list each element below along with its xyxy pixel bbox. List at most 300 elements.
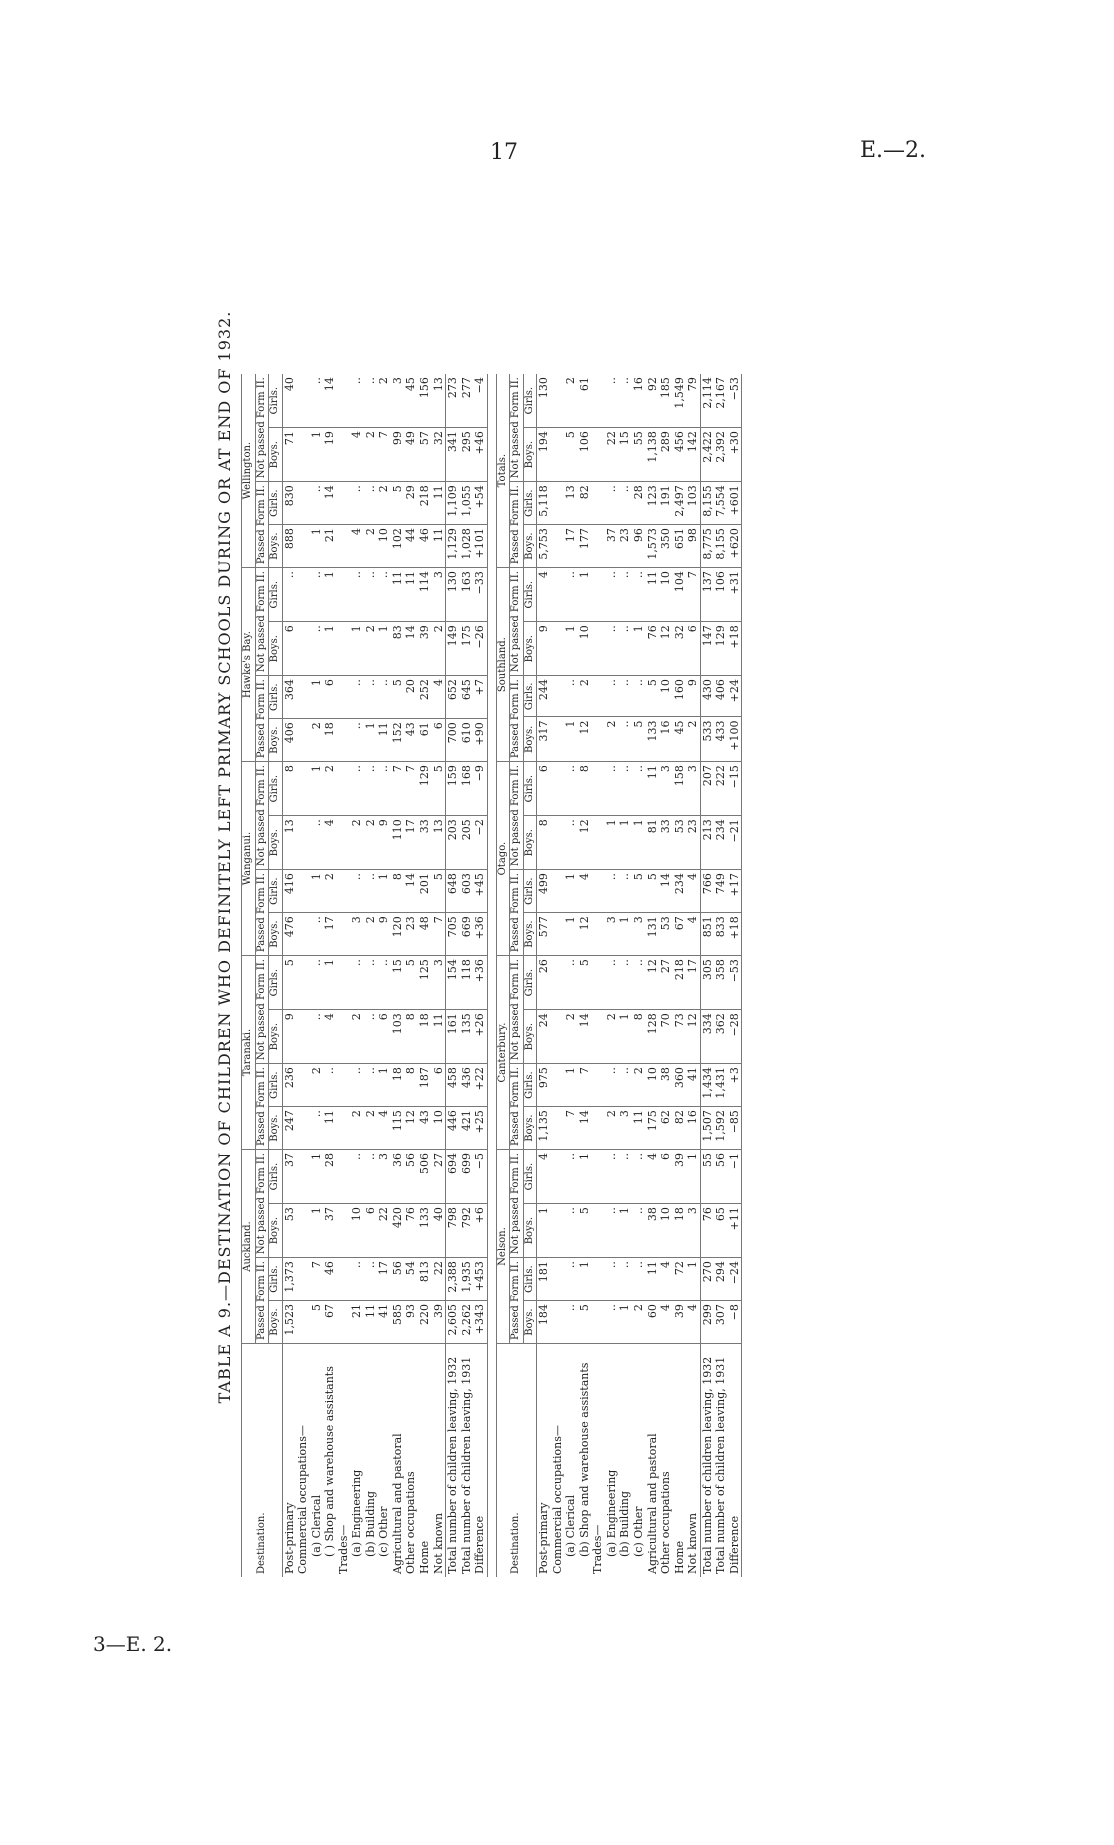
table-cell: 1: [618, 816, 632, 870]
table-row: [460, 374, 474, 1577]
table-cell: 81: [646, 816, 660, 870]
table-cell: 156: [418, 374, 432, 427]
region-header: Southland.: [496, 568, 510, 762]
table-cell: [551, 1150, 565, 1204]
table-cell: ..: [632, 676, 646, 717]
table-cell: 53: [659, 913, 673, 956]
table-cell: [296, 1301, 310, 1344]
table-cell: 56: [404, 1150, 418, 1204]
not-passed-header: Not passed Form II.: [255, 1150, 269, 1258]
table-cell: 2: [564, 374, 578, 427]
table-cell: 128: [646, 1010, 660, 1064]
table-cell: 102: [391, 525, 405, 568]
boys-header: Boys.: [523, 816, 537, 870]
row-label: Home: [672, 1540, 686, 1574]
table-cell: ..: [632, 1204, 646, 1258]
table-cell: 1: [564, 1064, 578, 1107]
table-row: [605, 374, 619, 1577]
table-cell: 5: [432, 762, 446, 816]
table-cell: 55: [632, 428, 646, 482]
table-cell: ..: [350, 568, 364, 622]
table-cell: [591, 676, 605, 717]
table-cell: 3: [686, 1204, 700, 1258]
table-cell: ..: [632, 568, 646, 622]
table-cell: 11: [323, 1107, 337, 1150]
table-cell: 2: [310, 1064, 324, 1107]
boys-header: Boys.: [269, 622, 283, 676]
table-cell: 21: [350, 1301, 364, 1344]
table-cell: 76: [646, 622, 660, 676]
table-cell: 7: [432, 913, 446, 956]
row-label: Other occupations: [404, 1471, 418, 1574]
table-cell: [337, 1010, 351, 1064]
table-cell: 32: [432, 428, 446, 482]
table-cell: [337, 525, 351, 568]
table-cell: ..: [350, 1064, 364, 1107]
table-cell: 160: [673, 676, 687, 717]
table-cell: 1: [618, 1010, 632, 1064]
table-cell: 123: [646, 482, 660, 525]
table-cell: ..: [564, 1301, 578, 1344]
table-cell: 8: [632, 1010, 646, 1064]
boys-header: Boys.: [269, 525, 283, 568]
table-cell: ..: [564, 816, 578, 870]
row-label: ( ) Shop and warehouse assistants: [323, 1366, 337, 1557]
table-cell: ..: [605, 482, 619, 525]
table-cell: 2,388: [446, 1258, 460, 1301]
table-cell: 700: [446, 719, 460, 762]
table-cell: 1: [618, 1204, 632, 1258]
table-cell: 5,118: [537, 482, 551, 525]
table-cell: 53: [673, 816, 687, 870]
table-cell: 26: [537, 956, 551, 1010]
table-cell: 798: [446, 1204, 460, 1258]
passed-header: Passed Form II.: [510, 870, 524, 956]
table-cell: 1,523: [282, 1301, 296, 1344]
table-cell: 56: [391, 1258, 405, 1301]
table-cell: 103: [686, 482, 700, 525]
table-cell: [337, 762, 351, 816]
table-cell: 433: [714, 717, 728, 762]
table-cell: ..: [282, 568, 296, 622]
table-cell: +25: [473, 1107, 487, 1150]
table-cell: 14: [404, 870, 418, 913]
table-cell: 14: [578, 1107, 592, 1150]
table-cell: 41: [377, 1301, 391, 1344]
table-cell: 10: [377, 525, 391, 568]
girls-header: Girls.: [523, 1064, 537, 1107]
table-cell: ..: [618, 956, 632, 1010]
table-cell: ..: [632, 1150, 646, 1204]
table-cell: 476: [282, 913, 296, 956]
table-cell: ..: [564, 568, 578, 622]
table-cell: [591, 1064, 605, 1107]
table-cell: 1: [310, 525, 324, 568]
table-cell: 11: [646, 568, 660, 622]
table-cell: 163: [460, 568, 474, 622]
table-cell: [337, 1064, 351, 1107]
table-cell: 2: [605, 717, 619, 762]
boys-header: Boys.: [269, 719, 283, 762]
not-passed-header: Not passed Form II.: [255, 956, 269, 1064]
table-cell: 8: [391, 870, 405, 913]
table-cell: 2: [364, 816, 378, 870]
table-cell: 2,392: [714, 428, 728, 482]
girls-header: Girls.: [523, 482, 537, 525]
table-cell: 21: [323, 525, 337, 568]
table-cell: 5: [632, 870, 646, 913]
table-cell: [337, 676, 351, 719]
table-cell: 2: [364, 622, 378, 676]
table-cell: 104: [673, 568, 687, 622]
table-cell: ..: [350, 762, 364, 816]
not-passed-header: Not passed Form II.: [255, 374, 269, 482]
table-row: [364, 374, 378, 1577]
not-passed-header: Not passed Form II.: [510, 956, 524, 1064]
table-cell: 334: [700, 1010, 714, 1064]
table-cell: 1: [310, 428, 324, 482]
table-cell: 3: [686, 762, 700, 816]
table-cell: 45: [404, 374, 418, 427]
table-cell: 18: [673, 1204, 687, 1258]
boys-header: Boys.: [269, 1107, 283, 1150]
table-cell: [296, 482, 310, 525]
not-passed-header: Not passed Form II.: [255, 762, 269, 870]
girls-header: Girls.: [523, 762, 537, 816]
table-cell: 1,592: [714, 1107, 728, 1150]
table-cell: 792: [460, 1204, 474, 1258]
table-cell: ..: [350, 956, 364, 1010]
table-cell: 28: [632, 482, 646, 525]
table-cell: 8: [404, 1010, 418, 1064]
girls-header: Girls.: [523, 956, 537, 1010]
table-cell: ..: [350, 1258, 364, 1301]
region-header: Nelson.: [496, 1150, 510, 1344]
passed-header: Passed Form II.: [510, 1064, 524, 1150]
table-cell: [551, 676, 565, 717]
table-cell: 252: [418, 676, 432, 719]
table-cell: +620: [728, 525, 742, 568]
row-label: Total number of children leaving, 1931: [459, 1356, 473, 1574]
table-cell: 295: [460, 428, 474, 482]
table-cell: 1: [323, 956, 337, 1010]
table-cell: 1,138: [646, 428, 660, 482]
table-cell: ..: [350, 482, 364, 525]
table-cell: [591, 568, 605, 622]
table-cell: [551, 913, 565, 956]
girls-header: Girls.: [523, 676, 537, 717]
table-cell: 406: [714, 676, 728, 717]
table-cell: [296, 719, 310, 762]
table-cell: ..: [310, 568, 324, 622]
table-cell: 1: [686, 1150, 700, 1204]
table-cell: ..: [310, 374, 324, 427]
table-cell: 699: [460, 1150, 474, 1204]
region-header: Otago.: [496, 762, 510, 956]
table-cell: 317: [537, 717, 551, 762]
table-cell: 79: [686, 374, 700, 427]
table-cell: 103: [391, 1010, 405, 1064]
table-cell: 9: [686, 676, 700, 717]
table-cell: [296, 428, 310, 482]
table-cell: 82: [673, 1107, 687, 1150]
not-passed-header: Not passed Form II.: [510, 374, 524, 482]
table-cell: 499: [537, 870, 551, 913]
data-table: [241, 374, 488, 1577]
table-cell: ..: [605, 1064, 619, 1107]
table-cell: −15: [728, 762, 742, 816]
table-cell: 13: [432, 374, 446, 427]
table-cell: 57: [418, 428, 432, 482]
table-row: [537, 374, 551, 1577]
table-cell: 203: [446, 816, 460, 870]
row-label: Not known: [431, 1512, 445, 1574]
table-cell: [551, 762, 565, 816]
table-cell: 39: [418, 622, 432, 676]
table-cell: [337, 1258, 351, 1301]
table-cell: 6: [537, 762, 551, 816]
table-cell: 33: [418, 816, 432, 870]
table-cell: 2: [364, 1107, 378, 1150]
table-cell: 5: [282, 956, 296, 1010]
table-cell: −9: [473, 762, 487, 816]
table-cell: [591, 428, 605, 482]
table-cell: 61: [418, 719, 432, 762]
table-cell: 648: [446, 870, 460, 913]
table-cell: 191: [659, 482, 673, 525]
table-cell: 8: [578, 762, 592, 816]
table-cell: 1: [578, 568, 592, 622]
table-cell: ..: [605, 762, 619, 816]
table-cell: 833: [714, 913, 728, 956]
table-cell: 213: [700, 816, 714, 870]
table-cell: 3: [618, 1107, 632, 1150]
table-cell: 651: [673, 525, 687, 568]
table-cell: [337, 482, 351, 525]
row-label: (a) Engineering: [350, 1469, 364, 1557]
table-cell: 23: [686, 816, 700, 870]
table-cell: [591, 870, 605, 913]
table-cell: ..: [350, 676, 364, 719]
table-cell: 705: [446, 913, 460, 956]
table-cell: 1: [632, 622, 646, 676]
girls-header: Girls.: [523, 374, 537, 427]
table-cell: [551, 956, 565, 1010]
table-cell: 185: [659, 374, 673, 427]
girls-header: Girls.: [269, 1258, 283, 1301]
table-cell: ..: [605, 568, 619, 622]
table-cell: −28: [728, 1010, 742, 1064]
row-label: Total number of children leaving, 1932: [446, 1344, 460, 1578]
destination-header: Destination.: [242, 1344, 283, 1578]
table-cell: 175: [460, 622, 474, 676]
table-cell: [296, 1107, 310, 1150]
table-cell: 129: [714, 622, 728, 676]
row-label: Not known: [686, 1512, 700, 1574]
table-cell: 55: [700, 1150, 714, 1204]
table-cell: 17: [686, 956, 700, 1010]
table-cell: ..: [618, 762, 632, 816]
table-cell: [296, 676, 310, 719]
table-cell: 11: [404, 568, 418, 622]
table-row: [473, 374, 487, 1577]
table-cell: +31: [728, 568, 742, 622]
table-cell: 2,262: [460, 1301, 474, 1344]
passed-header: Passed Form II.: [510, 482, 524, 568]
table-cell: [591, 956, 605, 1010]
table-cell: 420: [391, 1204, 405, 1258]
table-cell: 96: [632, 525, 646, 568]
table-cell: 8: [404, 1064, 418, 1107]
table-cell: 2: [377, 482, 391, 525]
table-cell: [591, 1301, 605, 1344]
table-cell: ..: [618, 568, 632, 622]
table-cell: 299: [700, 1301, 714, 1344]
table-cell: 177: [578, 525, 592, 568]
girls-header: Girls.: [269, 870, 283, 913]
table-cell: 421: [460, 1107, 474, 1150]
table-cell: 830: [282, 482, 296, 525]
table-cell: 1,028: [460, 525, 474, 568]
table-cell: 6: [364, 1204, 378, 1258]
not-passed-header: Not passed Form II.: [255, 568, 269, 676]
table-cell: 7: [377, 428, 391, 482]
table-cell: 12: [578, 816, 592, 870]
table-cell: 114: [418, 568, 432, 622]
row-label: Trades—: [591, 1524, 605, 1574]
page-number: 17: [490, 140, 518, 165]
table-cell: 43: [404, 719, 418, 762]
table-cell: 181: [537, 1258, 551, 1301]
table-cell: 1: [618, 913, 632, 956]
table-cell: 1: [364, 719, 378, 762]
table-cell: 6: [432, 1064, 446, 1107]
table-cell: 603: [460, 870, 474, 913]
table-cell: 3: [432, 956, 446, 1010]
table-cell: [296, 913, 310, 956]
table-cell: 851: [700, 913, 714, 956]
table-cell: [551, 870, 565, 913]
table-row: [310, 374, 324, 1577]
row-label: Home: [417, 1540, 431, 1574]
table-cell: 2,167: [714, 374, 728, 427]
table-cell: 234: [714, 816, 728, 870]
table-cell: 46: [323, 1258, 337, 1301]
table-cell: [337, 719, 351, 762]
table-cell: [551, 482, 565, 525]
table-cell: [591, 717, 605, 762]
table-cell: 12: [686, 1010, 700, 1064]
not-passed-header: Not passed Form II.: [510, 568, 524, 676]
table-cell: 7: [310, 1258, 324, 1301]
boys-header: Boys.: [269, 1204, 283, 1258]
table-cell: [337, 568, 351, 622]
table-cell: −1: [728, 1150, 742, 1204]
table-cell: 4: [578, 870, 592, 913]
table-cell: 76: [700, 1204, 714, 1258]
table-cell: 3: [605, 913, 619, 956]
table-cell: 2,605: [446, 1301, 460, 1344]
table-block-1: [241, 137, 488, 1577]
table-cell: 2: [564, 1010, 578, 1064]
table-cell: [591, 622, 605, 676]
girls-header: Girls.: [269, 374, 283, 427]
table-cell: [296, 1258, 310, 1301]
destination-header: Destination.: [496, 1344, 537, 1578]
table-cell: 5: [578, 1204, 592, 1258]
table-cell: 11: [377, 719, 391, 762]
table-cell: +36: [473, 913, 487, 956]
data-table: [496, 374, 743, 1577]
table-cell: −26: [473, 622, 487, 676]
table-cell: ..: [310, 482, 324, 525]
boys-header: Boys.: [269, 1010, 283, 1064]
table-cell: 12: [578, 717, 592, 762]
table-cell: 2: [350, 1107, 364, 1150]
table-cell: 60: [646, 1301, 660, 1344]
table-cell: +46: [473, 428, 487, 482]
table-cell: 40: [432, 1204, 446, 1258]
table-cell: 1: [350, 622, 364, 676]
table-cell: 129: [418, 762, 432, 816]
table-cell: 2: [364, 913, 378, 956]
table-cell: ..: [618, 374, 632, 427]
table-cell: 154: [446, 956, 460, 1010]
table-cell: +453: [473, 1258, 487, 1301]
table-cell: [591, 525, 605, 568]
boys-header: Boys.: [523, 428, 537, 482]
table-cell: 4: [686, 1301, 700, 1344]
table-cell: 133: [418, 1204, 432, 1258]
table-cell: ..: [632, 762, 646, 816]
table-cell: 5: [391, 676, 405, 719]
table-cell: 1,935: [460, 1258, 474, 1301]
table-cell: 2: [605, 1010, 619, 1064]
table-cell: [551, 816, 565, 870]
table-cell: 118: [460, 956, 474, 1010]
table-cell: +7: [473, 676, 487, 719]
table-cell: 14: [404, 622, 418, 676]
table-cell: [337, 622, 351, 676]
table-cell: [296, 568, 310, 622]
table-cell: 1,373: [282, 1258, 296, 1301]
table-cell: 4: [323, 1010, 337, 1064]
table-cell: 7: [564, 1107, 578, 1150]
table-cell: 1: [564, 870, 578, 913]
table-cell: ..: [310, 1010, 324, 1064]
table-cell: 187: [418, 1064, 432, 1107]
table-row: [578, 374, 592, 1577]
table-cell: 506: [418, 1150, 432, 1204]
table-row: [646, 374, 660, 1577]
table-cell: 1,434: [700, 1064, 714, 1107]
table-cell: 13: [564, 482, 578, 525]
table-cell: 7: [578, 1064, 592, 1107]
table-row: [282, 374, 296, 1577]
table-cell: ..: [350, 374, 364, 427]
table-row: [632, 374, 646, 1577]
boys-header: Boys.: [269, 1301, 283, 1344]
table-cell: 1: [605, 816, 619, 870]
page-reference: E.—2.: [860, 138, 927, 163]
table-cell: 1,431: [714, 1064, 728, 1107]
table-cell: 5: [564, 428, 578, 482]
table-cell: 14: [323, 482, 337, 525]
table-cell: 14: [323, 374, 337, 427]
table-cell: 307: [714, 1301, 728, 1344]
table-cell: [551, 374, 565, 427]
table-cell: [551, 1204, 565, 1258]
